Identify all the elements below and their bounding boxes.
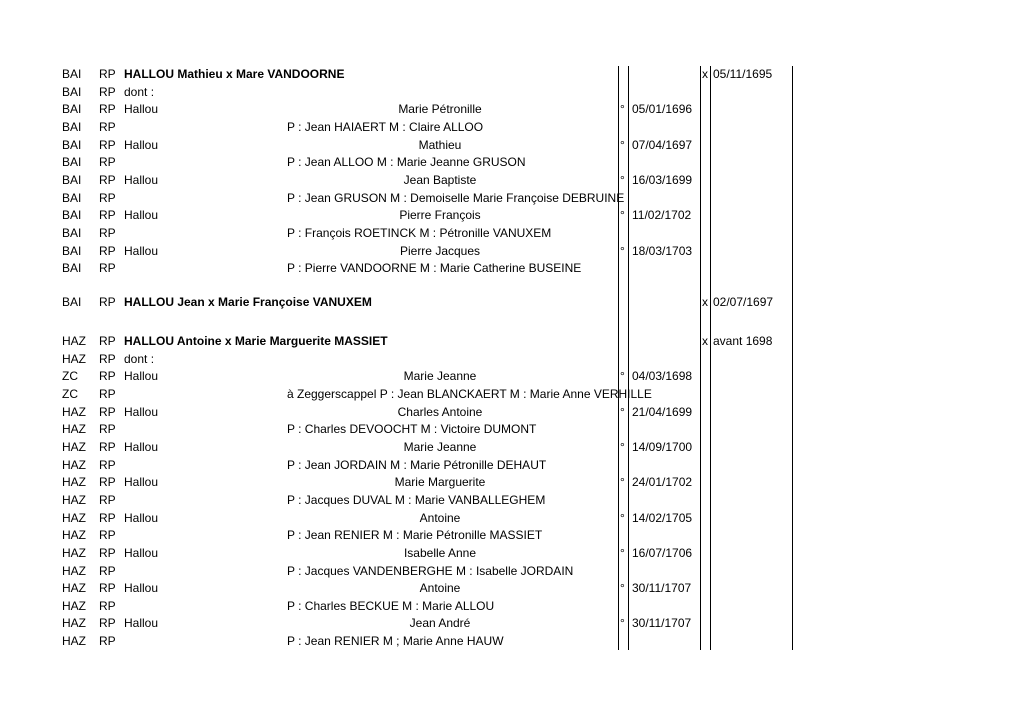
table-row — [0, 172, 1024, 189]
name-cell: HALLOU Antoine x Marie Marguerite MASSIET — [124, 333, 388, 348]
baptism-mark: ° — [620, 439, 625, 454]
location-cell: HAZ — [62, 510, 86, 525]
location-cell: HAZ — [62, 616, 86, 631]
marriage-mark: x — [702, 294, 708, 309]
first-name-cell: Jean André — [409, 616, 471, 631]
table-row — [0, 101, 1024, 118]
source-cell: RP — [99, 616, 116, 631]
table-row — [0, 633, 1024, 650]
first-name-cell: Jean Baptiste — [403, 172, 477, 187]
location-cell: BAI — [62, 208, 82, 223]
location-cell: BAI — [62, 261, 82, 276]
godparents-cell: P : Jean RENIER M ; Marie Anne HAUW — [287, 634, 504, 649]
location-cell: BAI — [62, 243, 82, 258]
name-cell: dont : — [124, 84, 155, 99]
baptism-date-cell: 24/01/1702 — [632, 475, 693, 490]
source-cell: RP — [99, 137, 116, 152]
godparents-cell: P : Jean HAIAERT M : Claire ALLOO — [287, 119, 484, 134]
location-cell: HAZ — [62, 598, 86, 613]
source-cell: RP — [99, 492, 116, 507]
first-name-cell: Mathieu — [418, 137, 462, 152]
table-row — [0, 333, 1024, 350]
table-row — [0, 563, 1024, 580]
location-cell: BAI — [62, 172, 82, 187]
godparents-cell: P : Jacques DUVAL M : Marie VANBALLEGHEM — [287, 492, 546, 507]
baptism-date-cell: 07/04/1697 — [632, 137, 693, 152]
source-cell: RP — [99, 422, 116, 437]
location-cell: HAZ — [62, 404, 86, 419]
source-cell: RP — [99, 598, 116, 613]
godparents-cell: P : Jean ALLOO M : Marie Jeanne GRUSON — [287, 155, 526, 170]
source-cell: RP — [99, 475, 116, 490]
baptism-date-cell: 30/11/1707 — [632, 581, 692, 596]
location-cell: HAZ — [62, 492, 86, 507]
first-name-cell: Marie Jeanne — [403, 439, 477, 454]
source-cell: RP — [99, 102, 116, 117]
table-row — [0, 66, 1024, 83]
source-cell: RP — [99, 67, 116, 81]
location-cell: HAZ — [62, 545, 86, 560]
baptism-date-cell: 21/04/1699 — [632, 404, 693, 419]
name-cell: Hallou — [124, 475, 159, 490]
baptism-mark: ° — [620, 581, 625, 596]
baptism-mark: ° — [620, 208, 625, 223]
name-cell: Hallou — [124, 404, 159, 419]
table-row — [0, 84, 1024, 101]
godparents-cell: P : Jean RENIER M : Marie Pétronille MASSIET — [287, 528, 543, 543]
first-name-cell: Marie Jeanne — [403, 369, 477, 384]
location-cell: BAI — [62, 294, 82, 309]
table-row — [0, 439, 1024, 456]
source-cell: RP — [99, 510, 116, 525]
source-cell: RP — [99, 84, 116, 99]
name-cell: dont : — [124, 351, 155, 366]
source-cell: RP — [99, 261, 116, 276]
godparents-cell: P : Jean JORDAIN M : Marie Pétronille DEHAUT — [287, 457, 547, 472]
location-cell: BAI — [62, 225, 82, 240]
source-cell: RP — [99, 439, 116, 454]
godparents-cell: à Zeggerscappel P : Jean BLANCKAERT M : Marie Anne VERHILLE — [287, 386, 652, 401]
name-cell: Hallou — [124, 616, 159, 631]
table-row — [0, 421, 1024, 438]
first-name-cell: Pierre François — [399, 208, 481, 223]
table-row — [0, 351, 1024, 368]
table-row — [0, 457, 1024, 474]
first-name-cell: Antoine — [419, 581, 461, 596]
location-cell: ZC — [62, 386, 78, 401]
baptism-mark: ° — [620, 545, 625, 560]
table-row — [0, 368, 1024, 385]
source-cell: RP — [99, 243, 116, 258]
table-row — [0, 119, 1024, 136]
baptism-mark: ° — [620, 404, 625, 419]
table-row — [0, 510, 1024, 527]
name-cell: Hallou — [124, 172, 159, 187]
baptism-date-cell: 16/03/1699 — [632, 172, 693, 187]
marriage-mark: x — [702, 67, 708, 81]
location-cell: BAI — [62, 155, 82, 170]
marriage-date-cell: avant 1698 — [713, 333, 773, 348]
table-row — [0, 294, 1024, 311]
baptism-mark: ° — [620, 172, 625, 187]
name-cell: Hallou — [124, 439, 159, 454]
source-cell: RP — [99, 528, 116, 543]
baptism-date-cell: 14/09/1700 — [632, 439, 693, 454]
name-cell: Hallou — [124, 369, 159, 384]
name-cell: Hallou — [124, 510, 159, 525]
source-cell: RP — [99, 369, 116, 384]
baptism-mark: ° — [620, 369, 625, 384]
source-cell: RP — [99, 404, 116, 419]
table-row — [0, 260, 1024, 277]
first-name-cell: Marie Marguerite — [394, 475, 486, 490]
godparents-cell: P : Jacques VANDENBERGHE M : Isabelle JORDAIN — [287, 563, 574, 578]
source-cell: RP — [99, 351, 116, 366]
location-cell: HAZ — [62, 563, 86, 578]
table-row — [0, 207, 1024, 224]
name-cell: Hallou — [124, 581, 159, 596]
name-cell: Hallou — [124, 208, 159, 223]
name-cell: Hallou — [124, 137, 159, 152]
godparents-cell: P : Jean GRUSON M : Demoiselle Marie Françoise DEBRUINE — [287, 190, 625, 205]
marriage-mark: x — [702, 333, 708, 348]
location-cell: HAZ — [62, 457, 86, 472]
source-cell: RP — [99, 386, 116, 401]
table-row — [0, 243, 1024, 260]
table-row — [0, 225, 1024, 242]
source-cell: RP — [99, 225, 116, 240]
baptism-mark: ° — [620, 616, 625, 631]
baptism-date-cell: 04/03/1698 — [632, 369, 693, 384]
godparents-cell: P : François ROETINCK M : Pétronille VANUXEM — [287, 225, 552, 240]
name-cell: Hallou — [124, 102, 159, 117]
first-name-cell: Isabelle Anne — [403, 545, 477, 560]
location-cell: HAZ — [62, 528, 86, 543]
location-cell: BAI — [62, 137, 82, 152]
table-row — [0, 190, 1024, 207]
location-cell: BAI — [62, 190, 82, 205]
name-cell: HALLOU Jean x Marie Françoise VANUXEM — [124, 294, 372, 309]
table-row — [0, 492, 1024, 509]
baptism-date-cell: 30/11/1707 — [632, 616, 692, 631]
table-row — [0, 154, 1024, 171]
baptism-mark: ° — [620, 102, 625, 117]
table-row — [0, 404, 1024, 421]
location-cell: HAZ — [62, 333, 86, 348]
source-cell: RP — [99, 155, 116, 170]
baptism-mark: ° — [620, 137, 625, 152]
location-cell: HAZ — [62, 422, 86, 437]
source-cell: RP — [99, 172, 116, 187]
table-row — [0, 580, 1024, 597]
source-cell: RP — [99, 457, 116, 472]
location-cell: HAZ — [62, 581, 86, 596]
source-cell: RP — [99, 294, 116, 309]
table-row — [0, 545, 1024, 562]
godparents-cell: P : Charles DEVOOCHT M : Victoire DUMONT — [287, 422, 537, 437]
marriage-date-cell: 05/11/1695 — [713, 67, 773, 81]
baptism-mark: ° — [620, 475, 625, 490]
table-row — [0, 137, 1024, 154]
location-cell: HAZ — [62, 439, 86, 454]
source-cell: RP — [99, 208, 116, 223]
first-name-cell: Charles Antoine — [397, 404, 483, 419]
table-row — [0, 386, 1024, 403]
location-cell: BAI — [62, 119, 82, 134]
first-name-cell: Marie Pétronille — [398, 102, 482, 117]
source-cell: RP — [99, 190, 116, 205]
location-cell: BAI — [62, 84, 82, 99]
name-cell: Hallou — [124, 545, 159, 560]
godparents-cell: P : Charles BECKUE M : Marie ALLOU — [287, 598, 495, 613]
baptism-date-cell: 05/01/1696 — [632, 102, 693, 117]
first-name-cell: Antoine — [419, 510, 461, 525]
source-cell: RP — [99, 545, 116, 560]
source-cell: RP — [99, 581, 116, 596]
source-cell: RP — [99, 563, 116, 578]
location-cell: ZC — [62, 369, 78, 384]
table-row — [0, 598, 1024, 615]
baptism-mark: ° — [620, 510, 625, 525]
name-cell: Hallou — [124, 243, 159, 258]
marriage-date-cell: 02/07/1697 — [713, 294, 774, 309]
table-row — [0, 615, 1024, 632]
baptism-date-cell: 14/02/1705 — [632, 510, 693, 525]
location-cell: HAZ — [62, 475, 86, 490]
baptism-date-cell: 18/03/1703 — [632, 243, 693, 258]
table-row — [0, 474, 1024, 491]
baptism-date-cell: 16/07/1706 — [632, 545, 693, 560]
godparents-cell: P : Pierre VANDOORNE M : Marie Catherine BUSEINE — [287, 261, 582, 276]
baptism-date-cell: 11/02/1702 — [632, 208, 692, 223]
baptism-mark: ° — [620, 243, 625, 258]
source-cell: RP — [99, 333, 116, 348]
source-cell: RP — [99, 119, 116, 134]
name-cell: HALLOU Mathieu x Mare VANDOORNE — [124, 67, 345, 81]
table-row — [0, 527, 1024, 544]
source-cell: RP — [99, 634, 116, 649]
first-name-cell: Pierre Jacques — [399, 243, 481, 258]
location-cell: BAI — [62, 67, 82, 81]
location-cell: HAZ — [62, 634, 86, 649]
location-cell: BAI — [62, 102, 82, 117]
location-cell: HAZ — [62, 351, 86, 366]
